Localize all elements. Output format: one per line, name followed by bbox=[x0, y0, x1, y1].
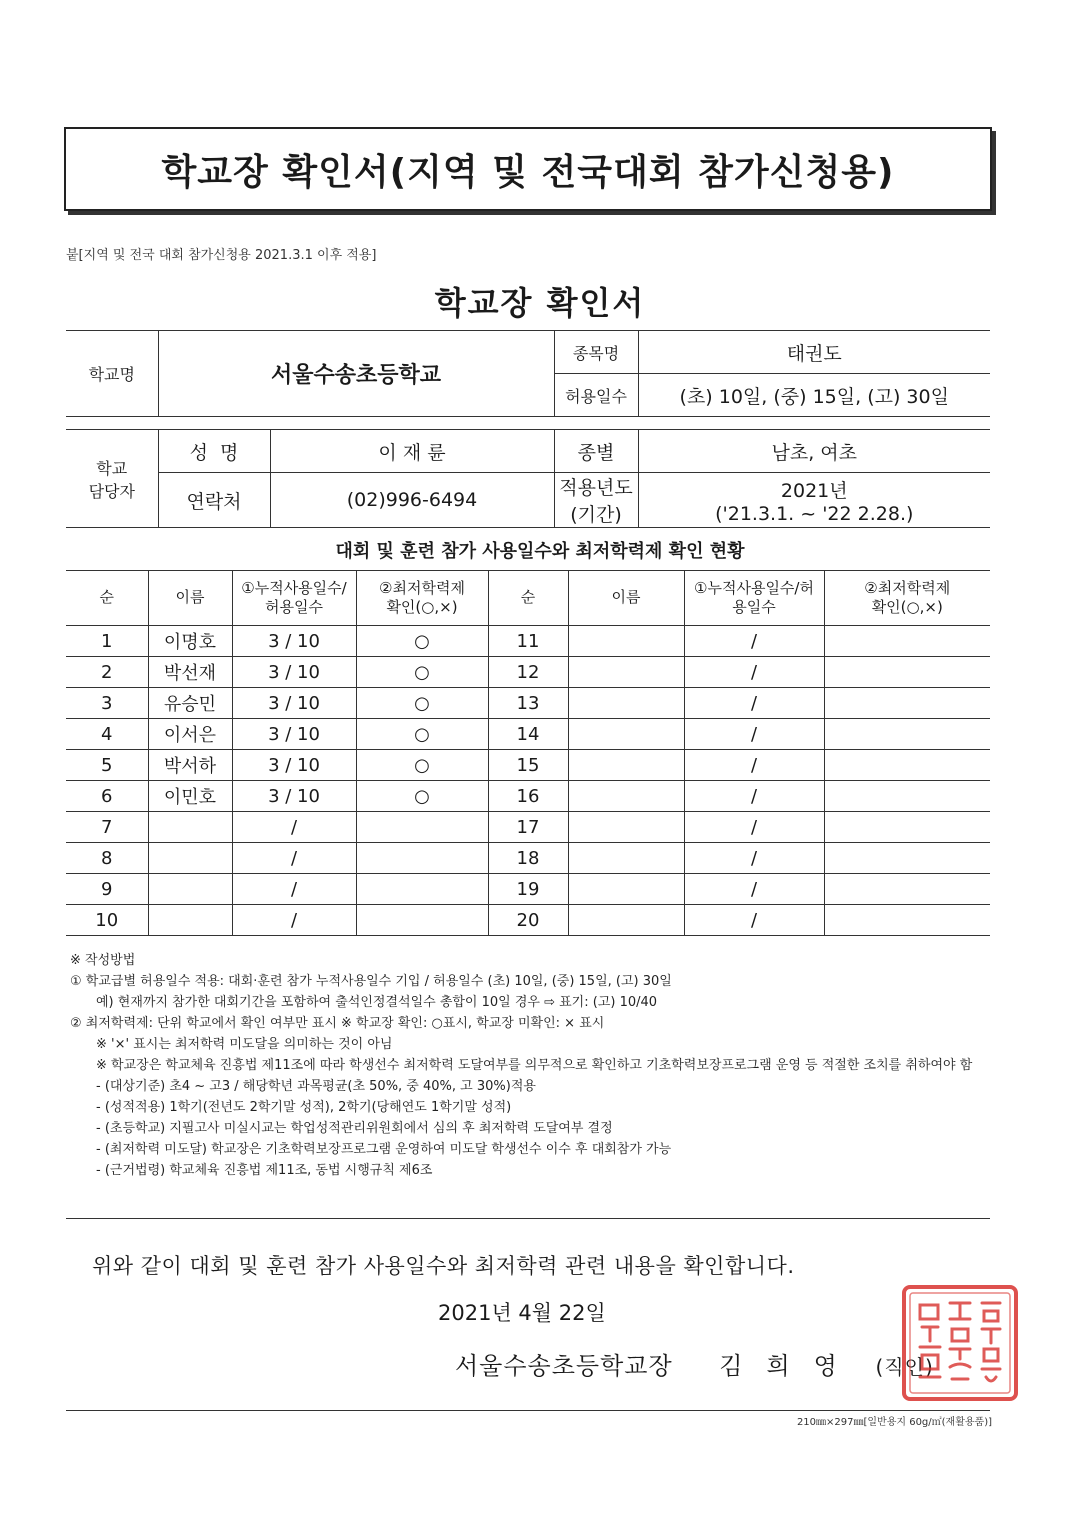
header-acad-left-line2: 확인(○,×) bbox=[386, 598, 458, 616]
row-name: 이서은 bbox=[148, 719, 232, 750]
row-no: 3 bbox=[66, 688, 148, 719]
header-acad-right bbox=[824, 571, 990, 626]
row-days: 3 / 10 bbox=[232, 781, 356, 812]
row-days: / bbox=[684, 843, 824, 874]
row-days: / bbox=[684, 688, 824, 719]
row-name bbox=[568, 905, 684, 936]
row-no: 10 bbox=[66, 905, 148, 936]
gender-value: 남초, 여초 bbox=[638, 430, 990, 473]
row-name bbox=[568, 874, 684, 905]
roster-row bbox=[66, 750, 990, 781]
row-no: 20 bbox=[488, 905, 568, 936]
applies-note: 붙[지역 및 전국 대회 참가신청용 2021.3.1 이후 적용] bbox=[66, 248, 377, 263]
name-label: 성 명 bbox=[158, 430, 270, 473]
row-name bbox=[148, 905, 232, 936]
phone-value: (02)996-6494 bbox=[270, 473, 554, 528]
roster-row bbox=[66, 688, 990, 719]
row-no: 17 bbox=[488, 812, 568, 843]
row-acad: ○ bbox=[356, 688, 488, 719]
row-no: 16 bbox=[488, 781, 568, 812]
row-days: / bbox=[684, 812, 824, 843]
row-no: 11 bbox=[488, 626, 568, 657]
row-no: 2 bbox=[66, 657, 148, 688]
row-acad bbox=[824, 750, 990, 781]
paper-spec-note: 210㎜×297㎜[일반용지 60g/㎡(재활용품)] bbox=[796, 1417, 992, 1428]
row-days: / bbox=[232, 843, 356, 874]
row-days: / bbox=[684, 719, 824, 750]
allowed-days-value: (초) 10일, (중) 15일, (고) 30일 bbox=[638, 374, 990, 417]
note-line: - (대상기준) 초4 ~ 고3 / 해당학년 과목평균(초 50%, 중 40%, 고 30%)적용 bbox=[96, 1079, 536, 1094]
row-acad: ○ bbox=[356, 781, 488, 812]
principal-signature-line bbox=[455, 1346, 934, 1381]
note-line: - (성적적용) 1학기(전년도 2학기말 성적), 2학기(당해연도 1학기말 성적) bbox=[96, 1100, 512, 1115]
row-name: 박서하 bbox=[148, 750, 232, 781]
roster-row bbox=[66, 626, 990, 657]
seal-label: (직인) bbox=[875, 1355, 934, 1379]
row-acad: ○ bbox=[356, 657, 488, 688]
row-acad bbox=[824, 874, 990, 905]
row-days: / bbox=[684, 626, 824, 657]
row-no: 18 bbox=[488, 843, 568, 874]
header-acad-right-line2: 확인(○,×) bbox=[871, 598, 943, 616]
roster-row bbox=[66, 843, 990, 874]
row-days: 3 / 10 bbox=[232, 657, 356, 688]
row-acad: ○ bbox=[356, 719, 488, 750]
issue-date: 2021년 4월 22일 bbox=[438, 1301, 606, 1325]
row-acad: ○ bbox=[356, 750, 488, 781]
roster-row bbox=[66, 874, 990, 905]
header-name-right: 이름 bbox=[568, 571, 684, 626]
contact-group-label-line2: 담당자 bbox=[88, 481, 135, 501]
note-line: ① 학교급별 허용일수 적용: 대회·훈련 참가 누적사용일수 기입 / 허용일수 (초) 10일, (중) 15일, (고) 30일 bbox=[70, 974, 672, 989]
bottom-rule bbox=[66, 1410, 990, 1411]
row-name: 이민호 bbox=[148, 781, 232, 812]
roster-row bbox=[66, 781, 990, 812]
gender-label: 종별 bbox=[554, 430, 638, 473]
note-line: ※ 학교장은 학교체육 진흥법 제11조에 따라 학생선수 최저학력 도달여부를 의무적으로 확인하고 기초학력보장프로그램 운영 등 적절한 조치를 취하여야 함 bbox=[96, 1058, 973, 1073]
row-name bbox=[568, 626, 684, 657]
principal-name: 김희영 bbox=[719, 1352, 861, 1380]
roster-section-title: 대회 및 훈련 참가 사용일수와 최저학력제 확인 현황 bbox=[335, 541, 745, 562]
row-acad bbox=[356, 874, 488, 905]
row-acad bbox=[824, 657, 990, 688]
row-name bbox=[148, 812, 232, 843]
row-days: / bbox=[684, 781, 824, 812]
row-days: 3 / 10 bbox=[232, 719, 356, 750]
row-no: 7 bbox=[66, 812, 148, 843]
note-line: ※ '×' 표시는 최저학력 미도달을 의미하는 것이 아님 bbox=[96, 1037, 393, 1052]
row-no: 9 bbox=[66, 874, 148, 905]
row-name bbox=[568, 657, 684, 688]
row-acad bbox=[824, 781, 990, 812]
row-acad bbox=[824, 812, 990, 843]
header-no-left: 순 bbox=[66, 571, 148, 626]
row-days: / bbox=[684, 657, 824, 688]
row-days: / bbox=[684, 905, 824, 936]
header-acad-left bbox=[356, 571, 488, 626]
row-days: 3 / 10 bbox=[232, 626, 356, 657]
header-days-right-line2: 용일수 bbox=[732, 598, 776, 616]
header-name-left: 이름 bbox=[148, 571, 232, 626]
year-label-line1: 적용년도 bbox=[559, 477, 633, 499]
header-days-right bbox=[684, 571, 824, 626]
year-label bbox=[554, 473, 638, 528]
period-value: ('21.3.1. ~ '22 2.28.) bbox=[715, 502, 914, 525]
row-acad: ○ bbox=[356, 626, 488, 657]
row-name bbox=[568, 843, 684, 874]
official-seal-stamp bbox=[900, 1283, 1020, 1403]
header-days-right-line1: ①누적사용일수/허 bbox=[694, 578, 814, 597]
allowed-days-label: 허용일수 bbox=[554, 374, 638, 417]
row-days: / bbox=[232, 874, 356, 905]
writing-instructions bbox=[70, 950, 1000, 1181]
row-days: / bbox=[232, 812, 356, 843]
header-days-left bbox=[232, 571, 356, 626]
row-no: 4 bbox=[66, 719, 148, 750]
sport-value: 태권도 bbox=[638, 331, 990, 374]
note-line: 예) 현재까지 참가한 대회기간을 포함하여 출석인정결석일수 총합이 10일 경우 ⇨ 표기: (고) 10/40 bbox=[96, 995, 658, 1010]
name-value: 이 재 륜 bbox=[270, 430, 554, 473]
row-no: 5 bbox=[66, 750, 148, 781]
roster-header-row bbox=[66, 571, 990, 626]
school-label: 학교명 bbox=[66, 331, 158, 417]
row-name bbox=[148, 843, 232, 874]
row-days: 3 / 10 bbox=[232, 688, 356, 719]
row-days: 3 / 10 bbox=[232, 750, 356, 781]
roster-table bbox=[66, 570, 990, 936]
sport-label: 종목명 bbox=[554, 331, 638, 374]
row-name: 이명호 bbox=[148, 626, 232, 657]
row-no: 6 bbox=[66, 781, 148, 812]
row-acad bbox=[824, 688, 990, 719]
row-no: 15 bbox=[488, 750, 568, 781]
row-no: 1 bbox=[66, 626, 148, 657]
row-acad bbox=[356, 905, 488, 936]
row-name: 유승민 bbox=[148, 688, 232, 719]
row-no: 19 bbox=[488, 874, 568, 905]
row-name bbox=[568, 781, 684, 812]
note-line: ② 최저학력제: 단위 학교에서 확인 여부만 표시 ※ 학교장 확인: ○표시, 학교장 미확인: × 표시 bbox=[70, 1016, 605, 1031]
roster-row bbox=[66, 905, 990, 936]
note-line: - (근거법령) 학교체육 진흥법 제11조, 동법 시행규칙 제6조 bbox=[96, 1163, 433, 1178]
divider-line bbox=[66, 1218, 990, 1219]
roster-row bbox=[66, 719, 990, 750]
row-acad bbox=[824, 719, 990, 750]
header-acad-right-line1: ②최저학력제 bbox=[864, 578, 951, 597]
school-name: 서울수송초등학교 bbox=[158, 331, 554, 417]
header-days-left-line2: 허용일수 bbox=[265, 598, 323, 616]
year-value: 2021년 bbox=[780, 479, 848, 502]
main-title: 학교장 확인서(지역 및 전국대회 참가신청용) bbox=[161, 151, 895, 193]
row-acad bbox=[356, 812, 488, 843]
row-days: / bbox=[684, 874, 824, 905]
row-name bbox=[568, 750, 684, 781]
row-name: 박선재 bbox=[148, 657, 232, 688]
row-days: / bbox=[232, 905, 356, 936]
row-name bbox=[568, 719, 684, 750]
year-label-line2: (기간) bbox=[570, 504, 622, 526]
row-acad bbox=[824, 905, 990, 936]
note-line: - (초등학교) 지필고사 미실시교는 학업성적관리위원회에서 심의 후 최저학력 도달여부 결정 bbox=[96, 1121, 613, 1136]
header-days-left-line1: ①누적사용일수/ bbox=[241, 578, 347, 597]
confirmation-statement: 위와 같이 대회 및 훈련 참가 사용일수와 최저학력 관련 내용을 확인합니다. bbox=[92, 1254, 795, 1278]
header-acad-left-line1: ②최저학력제 bbox=[379, 578, 465, 597]
roster-row bbox=[66, 812, 990, 843]
contact-group-label-line1: 학교 bbox=[96, 458, 128, 478]
row-name bbox=[568, 812, 684, 843]
row-no: 12 bbox=[488, 657, 568, 688]
row-name bbox=[568, 688, 684, 719]
year-cell bbox=[638, 473, 990, 528]
main-title-box bbox=[64, 127, 992, 211]
phone-label: 연락처 bbox=[158, 473, 270, 528]
document-subtitle: 학교장 확인서 bbox=[434, 284, 646, 322]
row-acad bbox=[356, 843, 488, 874]
note-line: - (최저학력 미도달) 학교장은 기초학력보장프로그램 운영하여 미도달 학생선수 이수 후 대회참가 가능 bbox=[96, 1142, 672, 1157]
row-days: / bbox=[684, 750, 824, 781]
school-info-table bbox=[66, 330, 990, 528]
row-no: 13 bbox=[488, 688, 568, 719]
contact-group-label bbox=[66, 430, 158, 528]
row-no: 14 bbox=[488, 719, 568, 750]
roster-row bbox=[66, 657, 990, 688]
row-acad bbox=[824, 626, 990, 657]
header-no-right: 순 bbox=[488, 571, 568, 626]
row-acad bbox=[824, 843, 990, 874]
row-name bbox=[148, 874, 232, 905]
row-no: 8 bbox=[66, 843, 148, 874]
principal-title: 서울수송초등학교장 bbox=[455, 1352, 673, 1380]
notes-heading: ※ 작성방법 bbox=[70, 953, 136, 968]
